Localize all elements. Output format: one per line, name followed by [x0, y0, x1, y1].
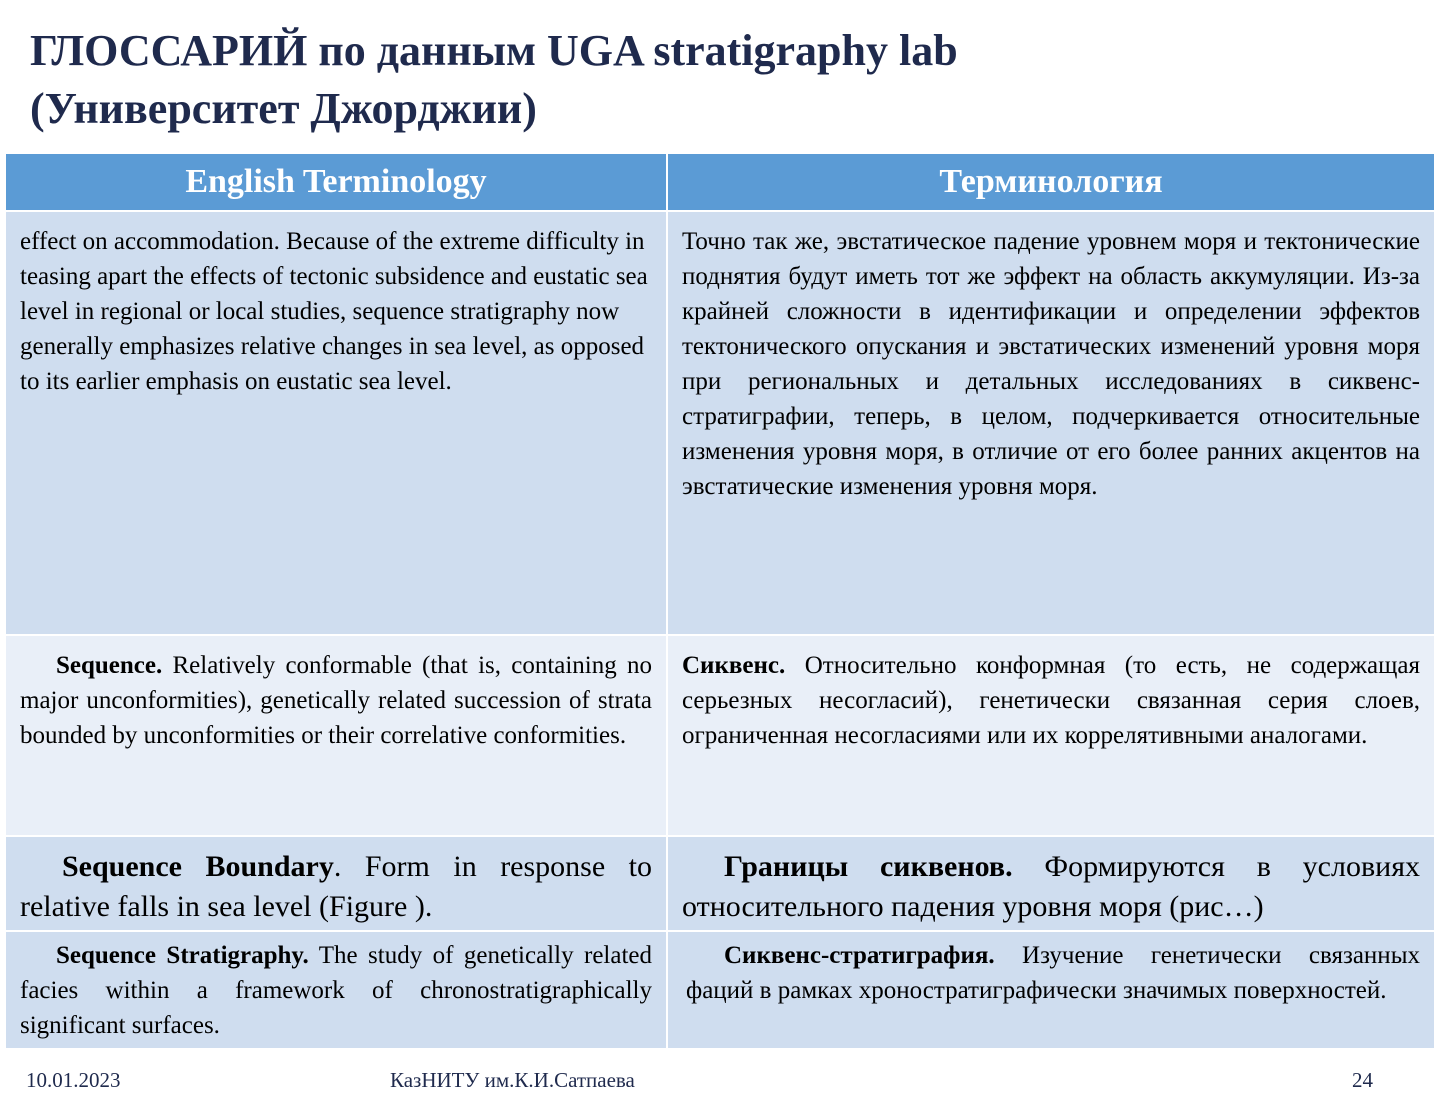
russian-cell — [667, 211, 1435, 635]
english-definition: effect on accommodation. Because of the extreme difficulty in teasing apart the effects of tectonic subsidence and eustatic sea level in regional or local studies, sequence stratigraphy now generally emphasizes relative changes in sea level, as opposed to its earlier emphasis on eustatic sea level. — [20, 228, 648, 395]
english-cell — [5, 211, 667, 635]
english-definition: Relatively conformable (that is, containing no major unconformities), genetically related succession of strata bounded by unconformities or their correlative conformities. — [20, 652, 652, 749]
russian-term: Сиквенс. — [682, 652, 786, 679]
russian-definition: Изучение генетически связанных фаций в рамках хроностратиграфически значимых поверхностей. — [686, 942, 1420, 1004]
english-definition: The study of genetically related facies within a framework of chronostratigraphically significant surfaces. — [20, 942, 652, 1039]
english-term: Sequence Boundary — [62, 850, 334, 883]
header-english-terminology: English Terminology — [5, 153, 667, 211]
slide-title — [30, 22, 1410, 138]
table-row — [5, 211, 1435, 635]
header-russian-terminology: Терминология — [667, 153, 1435, 211]
russian-cell — [667, 836, 1435, 931]
russian-definition: Относительно конформная (то есть, не содержащая серьезных несогласий), генетически связанная серия слоев, ограниченная несогласиями или их коррелятивными аналогами. — [682, 652, 1420, 749]
russian-cell — [667, 635, 1435, 836]
footer-organization: КазНИТУ им.К.И.Сатпаева — [390, 1068, 635, 1092]
table-row — [5, 635, 1435, 836]
slide-title-line1: ГЛОССАРИЙ по данным UGA stratigraphy lab — [30, 26, 958, 75]
slide-title-line2: (Университет Джорджии) — [30, 84, 537, 133]
russian-term: Сиквенс-стратиграфия. — [724, 942, 995, 969]
table-row — [5, 931, 1435, 1049]
footer-page-number: 24 — [1352, 1068, 1373, 1092]
english-term: Sequence. — [56, 652, 163, 679]
russian-definition: Формируются в условиях относительного падения уровня моря (рис…) — [682, 850, 1420, 923]
russian-definition: Точно так же, эвстатическое падение уровнем моря и тектонические поднятия будут иметь тот же эффект на область аккумуляции. Из-за крайней сложности в идентификации и определении эффектов тектонического опускания и эвстатических изменений уровня моря при региональных и детальных исследованиях в сиквенс-стратиграфии, теперь, в целом, подчеркивается относительные изменения уровня моря, в отличие от его более ранних акцентов на эвстатические изменения уровня моря. — [682, 228, 1420, 500]
glossary-table — [4, 152, 1436, 1050]
english-cell — [5, 635, 667, 836]
russian-term: Границы сиквенов. — [724, 850, 1013, 883]
table-row — [5, 836, 1435, 931]
table-header-row — [5, 153, 1435, 211]
footer-date: 10.01.2023 — [26, 1068, 121, 1092]
english-term: Sequence Stratigraphy. — [56, 942, 309, 969]
russian-cell — [667, 931, 1435, 1049]
english-definition: . Form in response to relative falls in sea level (Figure ). — [20, 850, 652, 923]
english-cell — [5, 836, 667, 931]
english-cell — [5, 931, 667, 1049]
